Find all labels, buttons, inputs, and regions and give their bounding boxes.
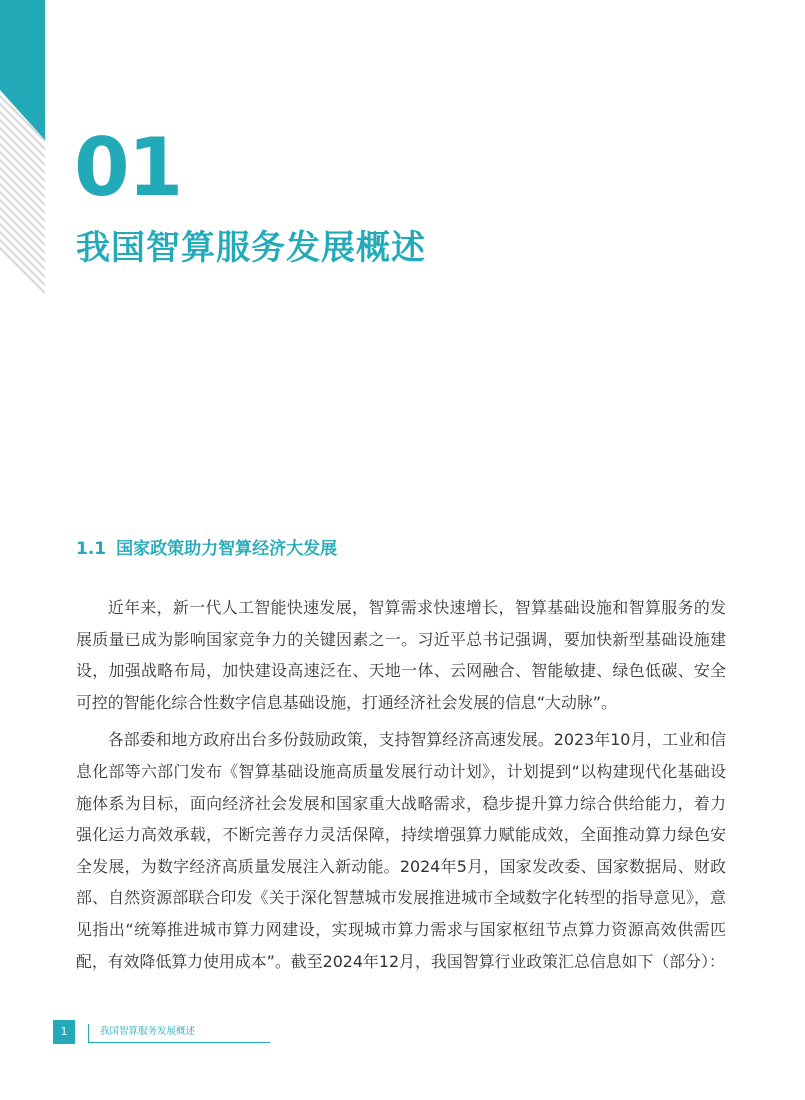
footer-divider	[88, 1024, 89, 1042]
chapter-number: 01	[74, 121, 182, 214]
footer-chapter-label: 我国智算服务发展概述	[100, 1026, 196, 1037]
paragraph: 近年来，新一代人工智能快速发展，智算需求快速增长，智算基础设施和智算服务的发展质量已成为影响国家竞争力的关键因素之一。习近平总书记强调，要加快新型基础设施建设，加强战略布局，加快建设高速泛在、天地一体、云网融合、智能敏捷、绿色低碳、安全可控的智能化综合性数字信息基础设施，打通经济社会发展的信息“大动脉”。	[76, 598, 726, 712]
section-title: 国家政策助力智算经济大发展	[116, 539, 338, 559]
body-text	[76, 592, 726, 983]
section-number: 1.1	[76, 539, 107, 559]
footer-rule	[88, 1042, 270, 1043]
chapter-title: 我国智算服务发展概述	[76, 228, 426, 268]
corner-decoration	[0, 0, 60, 310]
page-number: 1	[53, 1020, 75, 1044]
paragraph: 各部委和地方政府出台多份鼓励政策，支持智算经济高速发展。2023年10月，工业和信息化部等六部门发布《智算基础设施高质量发展行动计划》，计划提到“以构建现代化基础设施体系为目标，面向经济社会发展和国家重大战略需求，稳步提升算力综合供给能力，着力强化运力高效承载，不断完善存力灵活保障，持续增强算力赋能成效，全面推动算力绿色安全发展，为数字经济高质量发展注入新动能。2024年5月，国家发改委、国家数据局、财政部、自然资源部联合印发《关于深化智慧城市发展推进城市全域数字化转型的指导意见》，意见指出“统筹推进城市算力网建设，实现城市算力需求与国家枢纽节点算力资源高效供需匹配，有效降低算力使用成本”。截至2024年12月，我国智算行业政策汇总信息如下（部分）：	[76, 730, 726, 971]
section-heading	[76, 539, 337, 559]
